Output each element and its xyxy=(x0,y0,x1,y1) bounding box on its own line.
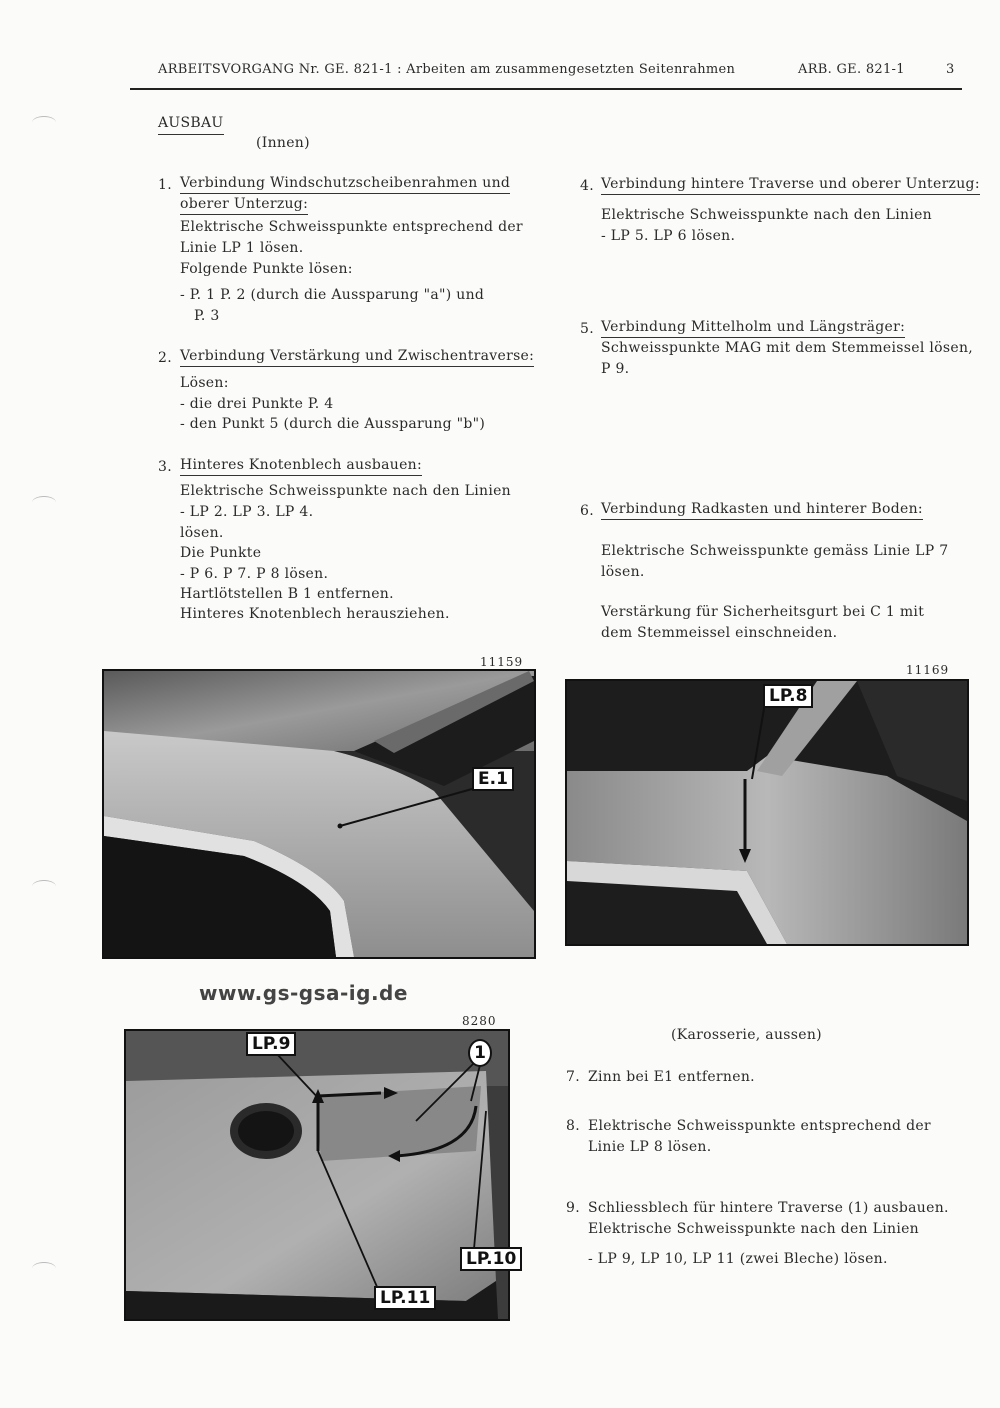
step-bullet: - P. 1 P. 2 (durch die Aussparung "a") und xyxy=(180,287,485,303)
header-title: ARBEITSVORGANG Nr. GE. 821-1 : Arbeiten am zusammengesetzten Seitenrahmen xyxy=(158,62,736,77)
step-text: Die Punkte xyxy=(180,545,262,561)
step-bullet: - LP 9, LP 10, LP 11 (zwei Bleche) lösen. xyxy=(588,1251,888,1267)
photo-lp8-image xyxy=(567,681,967,944)
step-text: Elektrische Schweisspunkte nach den Linien xyxy=(180,483,511,499)
step-title: Verbindung Radkasten und hinterer Boden: xyxy=(601,499,923,520)
step-text: - den Punkt 5 (durch die Aussparung "b") xyxy=(180,416,486,432)
step-number: 9. xyxy=(566,1200,580,1216)
section-title: AUSBAU xyxy=(158,113,224,135)
step-text: Zinn bei E1 entfernen. xyxy=(588,1069,755,1085)
step-text: lösen. xyxy=(601,564,645,580)
binder-hole xyxy=(32,1262,56,1275)
step-text: lösen. xyxy=(180,525,224,541)
step-number: 6. xyxy=(580,503,594,519)
label-part-1: 1 xyxy=(468,1039,492,1067)
step-number: 4. xyxy=(580,178,594,194)
step-text: Schweisspunkte MAG mit dem Stemmeissel lösen, xyxy=(601,340,974,356)
label-lp10: LP.10 xyxy=(460,1247,522,1271)
step-text: dem Stemmeissel einschneiden. xyxy=(601,625,838,641)
page-number: 3 xyxy=(946,62,955,77)
step-number: 7. xyxy=(566,1069,580,1085)
step-text: Hinteres Knotenblech herausziehen. xyxy=(180,606,450,622)
step-text: Elektrische Schweisspunkte entsprechend der xyxy=(588,1118,931,1134)
step-number: 3. xyxy=(158,459,172,475)
step-number: 2. xyxy=(158,350,172,366)
label-lp11: LP.11 xyxy=(374,1286,436,1310)
step-text: - die drei Punkte P. 4 xyxy=(180,396,334,412)
step-text: Lösen: xyxy=(180,375,229,391)
photo-e1-image xyxy=(104,671,534,957)
step-text: Elektrische Schweisspunkte entsprechend der xyxy=(180,219,523,235)
step-title: Verbindung Verstärkung und Zwischentraverse: xyxy=(180,346,534,367)
header-code: ARB. GE. 821-1 xyxy=(798,62,905,77)
binder-hole xyxy=(32,496,56,509)
step-title: Verbindung hintere Traverse und oberer Unterzug: xyxy=(601,174,980,195)
watermark-url: www.gs-gsa-ig.de xyxy=(199,981,408,1005)
step-bullet: P. 3 xyxy=(194,308,220,324)
outer-subtitle: (Karosserie, aussen) xyxy=(671,1027,822,1043)
step-text: - LP 2. LP 3. LP 4. xyxy=(180,504,314,520)
photo-lp8 xyxy=(565,679,969,946)
step-text: P 9. xyxy=(601,361,630,377)
step-title: Hinteres Knotenblech ausbauen: xyxy=(180,455,422,476)
step-text: Folgende Punkte lösen: xyxy=(180,261,353,277)
step-title: Verbindung Windschutzscheibenrahmen und xyxy=(180,173,510,194)
label-lp8: LP.8 xyxy=(763,684,813,708)
photo-number: 11159 xyxy=(480,655,524,669)
photo-lp9-image xyxy=(126,1031,508,1319)
binder-hole xyxy=(32,116,56,129)
step-text: Elektrische Schweisspunkte nach den Linien xyxy=(601,207,932,223)
step-title: oberer Unterzug: xyxy=(180,194,308,215)
step-title: Verbindung Mittelholm und Längsträger: xyxy=(601,317,905,338)
label-lp9: LP.9 xyxy=(246,1032,296,1056)
binder-hole xyxy=(32,880,56,893)
photo-e1 xyxy=(102,669,536,959)
header-rule xyxy=(130,88,962,90)
step-number: 1. xyxy=(158,177,172,193)
photo-number: 11169 xyxy=(906,663,950,677)
step-number: 8. xyxy=(566,1118,580,1134)
step-text: - P 6. P 7. P 8 lösen. xyxy=(180,566,329,582)
step-text: Elektrische Schweisspunkte nach den Linien xyxy=(588,1221,919,1237)
step-number: 5. xyxy=(580,321,594,337)
step-text: - LP 5. LP 6 lösen. xyxy=(601,228,736,244)
label-e1: E.1 xyxy=(472,767,514,791)
step-text: Linie LP 1 lösen. xyxy=(180,240,304,256)
photo-number: 8280 xyxy=(462,1014,497,1028)
photo-lp9-lp11 xyxy=(124,1029,517,1321)
step-text: Linie LP 8 lösen. xyxy=(588,1139,712,1155)
section-subtitle: (Innen) xyxy=(256,135,310,151)
step-text: Schliessblech für hintere Traverse (1) ausbauen. xyxy=(588,1200,949,1216)
step-text: Verstärkung für Sicherheitsgurt bei C 1 mit xyxy=(601,604,925,620)
step-text: Hartlötstellen B 1 entfernen. xyxy=(180,586,394,602)
step-text: Elektrische Schweisspunkte gemäss Linie LP 7 xyxy=(601,543,949,559)
